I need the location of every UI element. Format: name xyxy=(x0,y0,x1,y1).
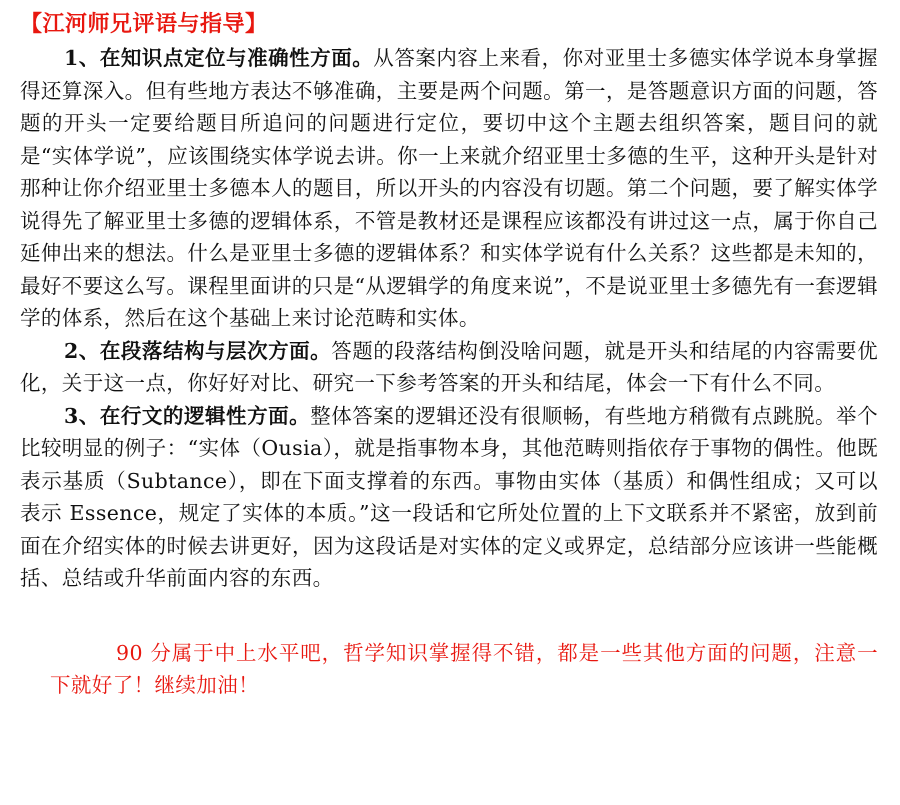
section-lead: 2、在段落结构与层次方面。 xyxy=(64,338,332,363)
section-paragraph-structure xyxy=(20,335,878,400)
section-text: 整体答案的逻辑还没有很顺畅，有些地方稍微有点跳脱。举个比较明显的例子：“实体（Ousia），就是指事物本身，其他范畴则指依存于事物的偶性。他既表示基质（Subtance），即在下面支撑着的东西。事物由实体（基质）和偶性组成；又可以表示 Essence，规定了实体的本质。”这一段话和它所处位置的上下文联系并不紧密，放到前面在介绍实体的时候去讲更好，因为这段话是对实体的定义或界定，总结部分应该讲一些能概括、总结或升华前面内容的东西。 xyxy=(20,403,878,590)
section-writing-logic xyxy=(20,400,878,595)
review-document xyxy=(20,8,878,701)
section-lead: 1、在知识点定位与准确性方面。 xyxy=(64,46,374,70)
section-knowledge-positioning xyxy=(20,42,878,335)
section-text: 从答案内容上来看，你对亚里士多德实体学说本身掌握得还算深入。但有些地方表达不够准确，主要是两个问题。第一，是答题意识方面的问题，答题的开头一定要给题目所追问的问题进行定位，要切中这个主题去组织答案，题目问的就是“实体学说”，应该围绕实体学说去讲。你一上来就介绍亚里士多德的生平，这种开头是针对那种让你介绍亚里士多德本人的题目，所以开头的内容没有切题。第二个问题，要了解实体学说得先了解亚里士多德的逻辑体系，不管是教材还是课程应该都没有讲过这一点，属于你自己延伸出来的想法。什么是亚里士多德的逻辑体系？和实体学说有什么关系？这些都是未知的，最好不要这么写。课程里面讲的只是“从逻辑学的角度来说”，不是说亚里士多德先有一套逻辑学的体系，然后在这个基础上来讨论范畴和实体。 xyxy=(20,46,878,330)
review-heading: 【江河师兄评语与指导】 xyxy=(20,11,268,37)
section-lead: 3、在行文的逻辑性方面。 xyxy=(64,403,311,428)
score-summary: 90 分属于中上水平吧，哲学知识掌握得不错，都是一些其他方面的问题，注意一下就好了！继续加油！ xyxy=(50,640,878,697)
section-text: 答题的段落结构倒没啥问题，就是开头和结尾的内容需要优化，关于这一点，你好好对比、研究一下参考答案的开头和结尾，体会一下有什么不同。 xyxy=(20,338,878,395)
